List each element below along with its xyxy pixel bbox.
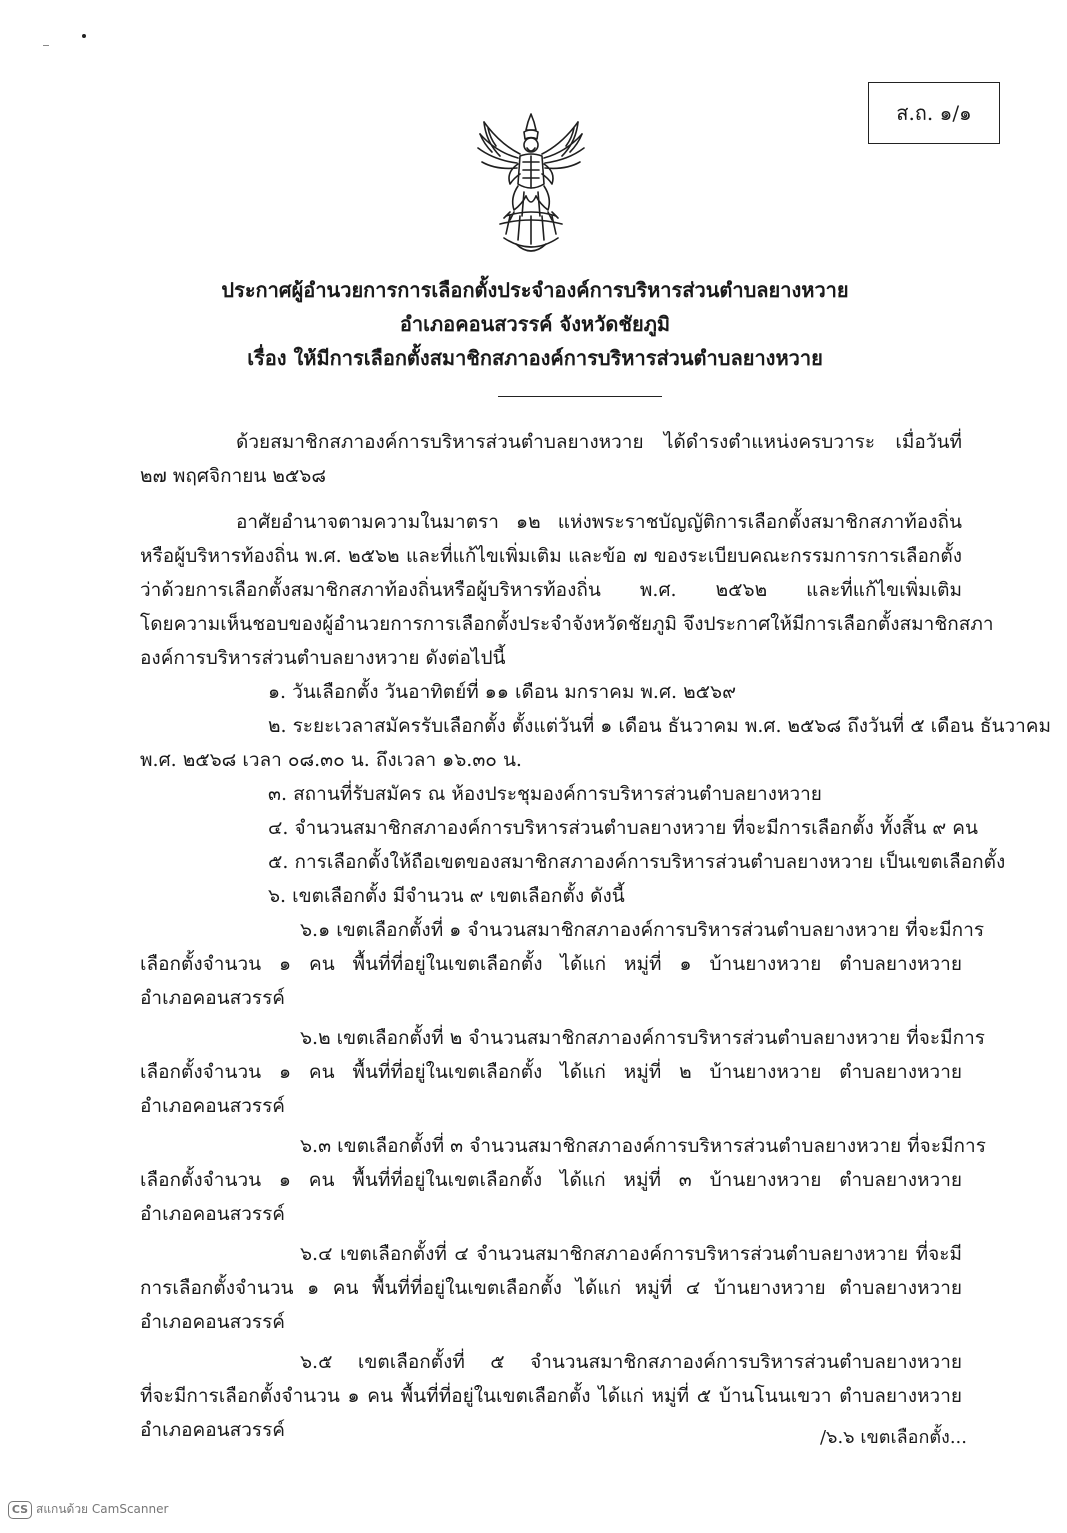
form-code-box: [868, 82, 1000, 144]
camscanner-logo-icon: CS: [8, 1501, 32, 1519]
district-line: เลือกตั้งจำนวน ๑ คน พื้นที่ที่อยู่ในเขตเลือกตั้ง ได้แก่ หมู่ที่ ๓ บ้านยางหวาย ตำบลยางหวาย: [140, 1169, 962, 1191]
list-item: ๓. สถานที่รับสมัคร ณ ห้องประชุมองค์การบริหารส่วนตำบลยางหวาย: [268, 783, 822, 805]
authority-line: หรือผู้บริหารท้องถิ่น พ.ศ. ๒๕๖๒ และที่แก้ไขเพิ่มเติม และข้อ ๗ ของระเบียบคณะกรรมการการเลือกตั้ง: [140, 545, 962, 567]
scan-speck: [43, 45, 49, 46]
continuation-note: /๖.๖ เขตเลือกตั้ง...: [819, 1427, 967, 1448]
authority-line: อาศัยอำนาจตามความในมาตรา ๑๒ แห่งพระราชบัญญัติการเลือกตั้งสมาชิกสภาท้องถิ่น: [236, 511, 962, 533]
list-item: ๔. จำนวนสมาชิกสภาองค์การบริหารส่วนตำบลยางหวาย ที่จะมีการเลือกตั้ง ทั้งสิ้น ๙ คน: [268, 817, 978, 839]
scan-speck: [82, 34, 86, 38]
list-item: ๒. ระยะเวลาสมัครรับเลือกตั้ง ตั้งแต่วันที่ ๑ เดือน ธันวาคม พ.ศ. ๒๕๖๘ ถึงวันที่ ๕ เดือน ธันวาคม: [268, 715, 1052, 737]
district-line: ที่จะมีการเลือกตั้งจำนวน ๑ คน พื้นที่ที่อยู่ในเขตเลือกตั้ง ได้แก่ หมู่ที่ ๕ บ้านโนนเขวา ตำบลยางหวาย: [140, 1385, 962, 1407]
district-line: การเลือกตั้งจำนวน ๑ คน พื้นที่ที่อยู่ในเขตเลือกตั้ง ได้แก่ หมู่ที่ ๔ บ้านยางหวาย ตำบลยางหวาย: [140, 1277, 962, 1299]
document-body: [140, 425, 1052, 1447]
authority-line: ว่าด้วยการเลือกตั้งสมาชิกสภาท้องถิ่นหรือผู้บริหารท้องถิ่น พ.ศ. ๒๕๖๒ และที่แก้ไขเพิ่มเติม: [140, 579, 962, 601]
intro-line: ๒๗ พฤศจิกายน ๒๕๖๘: [140, 465, 327, 487]
district-line: เลือกตั้งจำนวน ๑ คน พื้นที่ที่อยู่ในเขตเลือกตั้ง ได้แก่ หมู่ที่ ๑ บ้านยางหวาย ตำบลยางหวาย: [140, 953, 962, 975]
authority-line: โดยความเห็นชอบของผู้อำนวยการการเลือกตั้งประจำจังหวัดชัยภูมิ จึงประกาศให้มีการเลือกตั้งสมาชิกสภา: [140, 613, 994, 635]
district-line: อำเภอคอนสวรรค์: [140, 1419, 286, 1441]
heading-subject: เรื่อง ให้มีการเลือกตั้งสมาชิกสภาองค์การบริหารส่วนตำบลยางหวาย: [247, 346, 823, 370]
heading-line: ประกาศผู้อำนวยการการเลือกตั้งประจำองค์การบริหารส่วนตำบลยางหวาย: [221, 278, 849, 302]
district-line: อำเภอคอนสวรรค์: [140, 1203, 286, 1225]
district-line: ๖.๒ เขตเลือกตั้งที่ ๒ จำนวนสมาชิกสภาองค์การบริหารส่วนตำบลยางหวาย ที่จะมีการ: [300, 1027, 985, 1049]
form-code: ส.ถ. ๑/๑: [896, 101, 972, 125]
intro-line: ด้วยสมาชิกสภาองค์การบริหารส่วนตำบลยางหวาย ได้ดำรงตำแหน่งครบวาระ เมื่อวันที่: [236, 431, 962, 453]
district-line: อำเภอคอนสวรรค์: [140, 987, 286, 1009]
authority-line: องค์การบริหารส่วนตำบลยางหวาย ดังต่อไปนี้: [140, 647, 506, 669]
district-line: ๖.๑ เขตเลือกตั้งที่ ๑ จำนวนสมาชิกสภาองค์การบริหารส่วนตำบลยางหวาย ที่จะมีการ: [300, 919, 985, 941]
camscanner-watermark: [8, 1500, 168, 1519]
district-line: อำเภอคอนสวรรค์: [140, 1311, 286, 1333]
garuda-emblem-icon: [470, 112, 592, 260]
district-line: เลือกตั้งจำนวน ๑ คน พื้นที่ที่อยู่ในเขตเลือกตั้ง ได้แก่ หมู่ที่ ๒ บ้านยางหวาย ตำบลยางหวาย: [140, 1061, 962, 1083]
list-item: พ.ศ. ๒๕๖๘ เวลา ๐๘.๓๐ น. ถึงเวลา ๑๖.๓๐ น.: [140, 749, 522, 771]
list-item: ๖. เขตเลือกตั้ง มีจำนวน ๙ เขตเลือกตั้ง ดังนี้: [268, 885, 625, 907]
list-item: ๑. วันเลือกตั้ง วันอาทิตย์ที่ ๑๑ เดือน มกราคม พ.ศ. ๒๕๖๙: [268, 681, 736, 703]
announcement-heading: [150, 273, 920, 375]
heading-divider: [498, 396, 662, 397]
district-line: อำเภอคอนสวรรค์: [140, 1095, 286, 1117]
heading-line: อำเภอคอนสวรรค์ จังหวัดชัยภูมิ: [399, 312, 671, 336]
district-line: ๖.๔ เขตเลือกตั้งที่ ๔ จำนวนสมาชิกสภาองค์การบริหารส่วนตำบลยางหวาย ที่จะมี: [300, 1243, 962, 1265]
district-line: ๖.๓ เขตเลือกตั้งที่ ๓ จำนวนสมาชิกสภาองค์การบริหารส่วนตำบลยางหวาย ที่จะมีการ: [300, 1135, 986, 1157]
list-item: ๕. การเลือกตั้งให้ถือเขตของสมาชิกสภาองค์การบริหารส่วนตำบลยางหวาย เป็นเขตเลือกตั้ง: [268, 851, 1006, 873]
district-line: ๖.๕ เขตเลือกตั้งที่ ๕ จำนวนสมาชิกสภาองค์การบริหารส่วนตำบลยางหวาย: [300, 1351, 962, 1373]
camscanner-text: สแกนด้วย CamScanner: [36, 1502, 169, 1516]
